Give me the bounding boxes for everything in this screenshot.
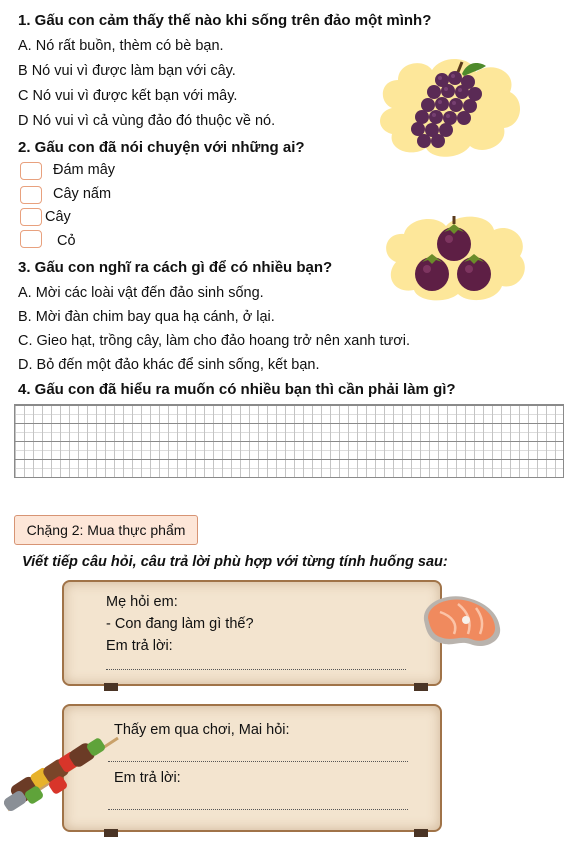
board-1-line-2: - Con đang làm gì thế?	[106, 616, 254, 632]
board-2-line-2: Em trả lời:	[114, 770, 181, 786]
board-2-leg-left	[104, 829, 118, 837]
board-1-line-3: Em trả lời:	[106, 638, 173, 654]
board-2-answer-line-1[interactable]	[108, 760, 408, 762]
q1-option-b[interactable]: B Nó vui vì được làm bạn với cây.	[18, 63, 236, 79]
board-1-answer-line[interactable]	[106, 668, 406, 670]
checkbox-label-cay: Cây	[45, 209, 71, 225]
board-2-leg-right	[414, 829, 428, 837]
kebab-skewer-icon	[4, 732, 124, 814]
instruction-text: Viết tiếp câu hỏi, câu trả lời phù hợp với từng tính huống sau:	[22, 554, 448, 570]
question-1-title: 1. Gấu con cảm thấy thế nào khi sống trên đảo một mình?	[18, 12, 432, 29]
section-tag: Chặng 2: Mua thực phẩm	[14, 515, 198, 545]
q1-option-d[interactable]: D Nó vui vì cả vùng đảo đó thuộc về nó.	[18, 113, 276, 129]
question-3-title: 3. Gấu con nghĩ ra cách gì để có nhiều bạn?	[18, 259, 333, 276]
question-4-title: 4. Gấu con đã hiểu ra muốn có nhiều bạn thì cần phải làm gì?	[18, 381, 456, 398]
board-2-answer-line-2[interactable]	[108, 808, 408, 810]
board-1-leg-right	[414, 683, 428, 691]
question-2-title: 2. Gấu con đã nói chuyện với những ai?	[18, 139, 305, 156]
checkbox-label-dam-may: Đám mây	[53, 162, 116, 178]
checkbox-cay-nam[interactable]	[20, 186, 42, 204]
checkbox-label-cay-nam: Cây nấm	[53, 186, 112, 202]
mangosteen-icon	[378, 210, 530, 302]
checkbox-co[interactable]	[20, 230, 42, 248]
board-1-leg-left	[104, 683, 118, 691]
checkbox-label-co: Cỏ	[57, 233, 76, 249]
q1-option-c[interactable]: C Nó vui vì được kết bạn với mây.	[18, 88, 238, 104]
board-2-line-1: Thấy em qua chơi, Mai hỏi:	[114, 722, 290, 738]
q3-option-b[interactable]: B. Mời đàn chim bay qua hạ cánh, ở lại.	[18, 309, 275, 325]
checkbox-dam-may[interactable]	[20, 162, 42, 180]
grapes-icon	[372, 50, 524, 162]
salmon-steak-icon	[418, 590, 504, 654]
q3-option-d[interactable]: D. Bỏ đến một đảo khác để sinh sống, kết bạn.	[18, 357, 320, 373]
checkbox-cay[interactable]	[20, 208, 42, 226]
q3-option-c[interactable]: C. Gieo hạt, trồng cây, làm cho đảo hoang trở nên xanh tươi.	[18, 333, 410, 349]
q3-option-a[interactable]: A. Mời các loài vật đến đảo sinh sống.	[18, 285, 264, 301]
q1-option-a[interactable]: A. Nó rất buồn, thèm có bè bạn.	[18, 38, 224, 54]
writing-grid[interactable]	[14, 404, 564, 478]
board-1-line-1: Mẹ hỏi em:	[106, 594, 178, 610]
